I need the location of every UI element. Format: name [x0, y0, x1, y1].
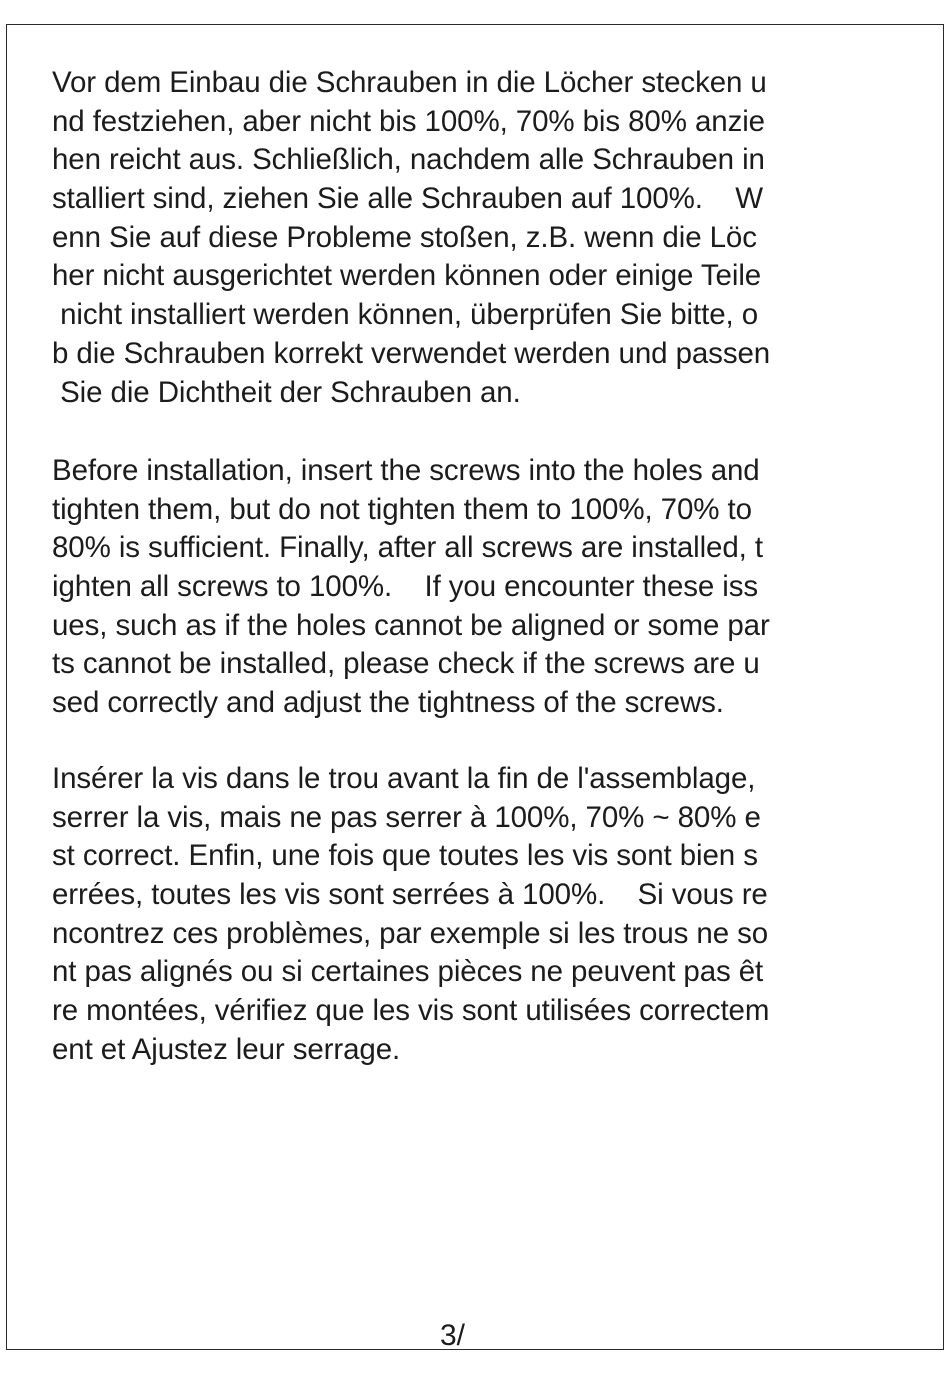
paragraph-german [52, 64, 770, 412]
text-line: nt pas alignés ou si certaines pièces ne peuvent pas êt [52, 955, 764, 989]
text-line: Insérer la vis dans le trou avant la fin de l'assemblage, [52, 762, 756, 795]
text-line: ts cannot be installed, please check if the screws are u [52, 647, 760, 681]
text-line: re montées, vérifiez que les vis sont utilisées correctem [52, 994, 770, 1028]
text-line: errées, toutes les vis sont serrées à 100%. Si vous re [52, 878, 768, 912]
text-line: st correct. Enfin, une fois que toutes les vis sont bien s [52, 839, 758, 873]
text-line: enn Sie auf diese Probleme stoßen, z.B. wenn die Löc [52, 220, 757, 254]
text-line: sed correctly and adjust the tightness of the screws. [52, 686, 724, 720]
text-line: b die Schrauben korrekt verwendet werden und passen [52, 336, 771, 370]
text-line: ues, such as if the holes cannot be aligned or some par [52, 608, 770, 642]
text-line: her nicht ausgerichtet werden können oder einige Teile [52, 259, 762, 293]
paragraph-french [52, 760, 769, 1070]
text-line: Vor dem Einbau die Schrauben in die Löcher stecken u [52, 66, 767, 99]
text-line: stalliert sind, ziehen Sie alle Schrauben auf 100%. W [52, 182, 763, 216]
text-line: ent et Ajustez leur serrage. [52, 1032, 401, 1066]
text-line: serrer la vis, mais ne pas serrer à 100%, 70% ~ 80% e [52, 800, 761, 834]
text-line: Before installation, insert the screws into the holes and [52, 454, 760, 487]
text-line: hen reicht aus. Schließlich, nachdem alle Schrauben in [52, 143, 765, 177]
text-line: nicht installiert werden können, überprüfen Sie bitte, o [52, 298, 759, 332]
text-line: ncontrez ces problèmes, par exemple si les trous ne so [52, 916, 769, 950]
text-line: tighten them, but do not tighten them to 100%, 70% to [52, 492, 752, 526]
text-line: Sie die Dichtheit der Schrauben an. [52, 375, 521, 409]
text-line: ighten all screws to 100%. If you encounter these iss [52, 570, 759, 604]
text-line: 80% is sufficient. Finally, after all screws are installed, t [52, 531, 763, 565]
paragraph-english [52, 452, 770, 723]
page-number: 3/ [440, 1319, 466, 1352]
text-line: nd festziehen, aber nicht bis 100%, 70% bis 80% anzie [52, 104, 765, 138]
